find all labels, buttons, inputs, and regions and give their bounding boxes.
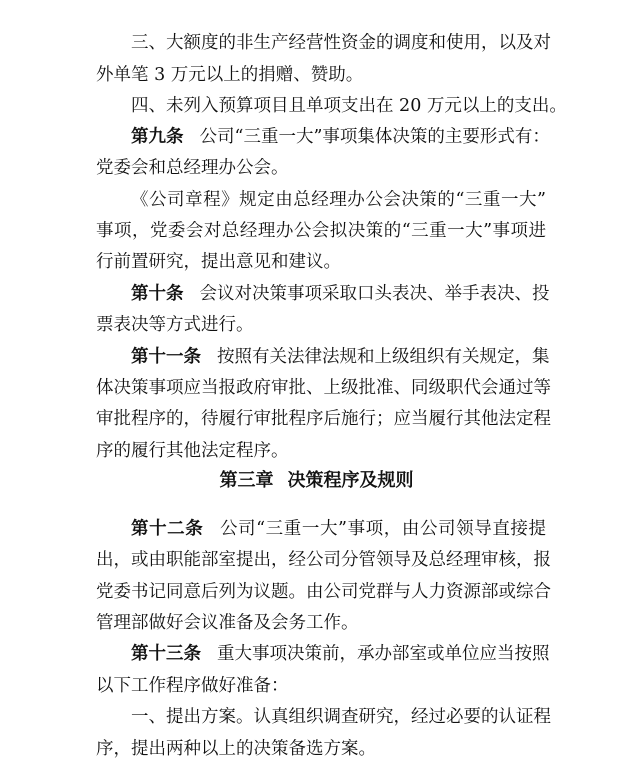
article-12-line-1: [131, 518, 546, 540]
para-item-3-line-1: 三、大额度的非生产经营性资金的调度和使用，以及对: [131, 33, 551, 53]
para-item-4-line-1: 四、未列入预算项目且单项支出在 20 万元以上的支出。: [131, 96, 567, 116]
chapter-heading: [0, 470, 633, 492]
article-12-line-4: 管理部做好会议准备及会务工作。: [96, 613, 359, 633]
article-9-text: 公司“三重一大”事项集体决策的主要形式有：: [199, 127, 550, 147]
article-11-label: 第十一条: [131, 347, 201, 367]
article-13-line-2: 以下工作程序做好准备：: [96, 676, 289, 696]
article-12-label: 第十二条: [131, 519, 204, 539]
article-12-text: 公司“三重一大”事项，由公司领导直接提: [219, 519, 546, 539]
article-9-line-2: 党委会和总经理办公会。: [96, 158, 289, 178]
article-10-label: 第十条: [131, 284, 184, 304]
para-item-3-line-2: 外单笔 3 万元以上的捐赠、赞助。: [96, 65, 364, 85]
article-11-text: 按照有关法律法规和上级组织有关规定，集: [217, 347, 550, 367]
chapter-title: 决策程序及规则: [287, 470, 414, 491]
article-10-line-2: 票表决等方式进行。: [96, 315, 254, 335]
article-13-line-1: [131, 643, 550, 665]
article-9-detail-line-2: 事项，党委会对总经理办公会拟决策的“三重一大”事项进: [96, 221, 546, 241]
article-11-line-4: 序的履行其他法定程序。: [96, 441, 289, 461]
article-10-text: 会议对决策事项采取口头表决、举手表决、投: [199, 284, 550, 304]
article-11-line-1: [131, 346, 550, 368]
article-9-line-1: [131, 126, 550, 148]
item-1-line-1: 一、提出方案。认真组织调查研究，经过必要的认证程: [131, 707, 551, 727]
article-13-text: 重大事项决策前，承办部室或单位应当按照: [217, 644, 550, 664]
article-11-line-3: 审批程序的，待履行审批程序后施行；应当履行其他法定程: [96, 409, 551, 429]
article-9-detail-line-3: 行前置研究，提出意见和建议。: [96, 252, 341, 272]
article-9-label: 第九条: [131, 127, 184, 147]
chapter-number: 第三章: [219, 470, 274, 491]
article-10-line-1: [131, 283, 550, 305]
item-1-line-2: 序，提出两种以上的决策备选方案。: [96, 739, 376, 759]
article-13-label: 第十三条: [131, 644, 201, 664]
article-9-detail-line-1: 《公司章程》规定由总经理办公会决策的“三重一大”: [131, 190, 546, 210]
article-12-line-3: 党委书记同意后列为议题。由公司党群与人力资源部或综合: [96, 582, 551, 602]
article-12-line-2: 出，或由职能部室提出，经公司分管领导及总经理审核，报: [96, 550, 551, 570]
article-11-line-2: 体决策事项应当报政府审批、上级批准、同级职代会通过等: [96, 378, 551, 398]
